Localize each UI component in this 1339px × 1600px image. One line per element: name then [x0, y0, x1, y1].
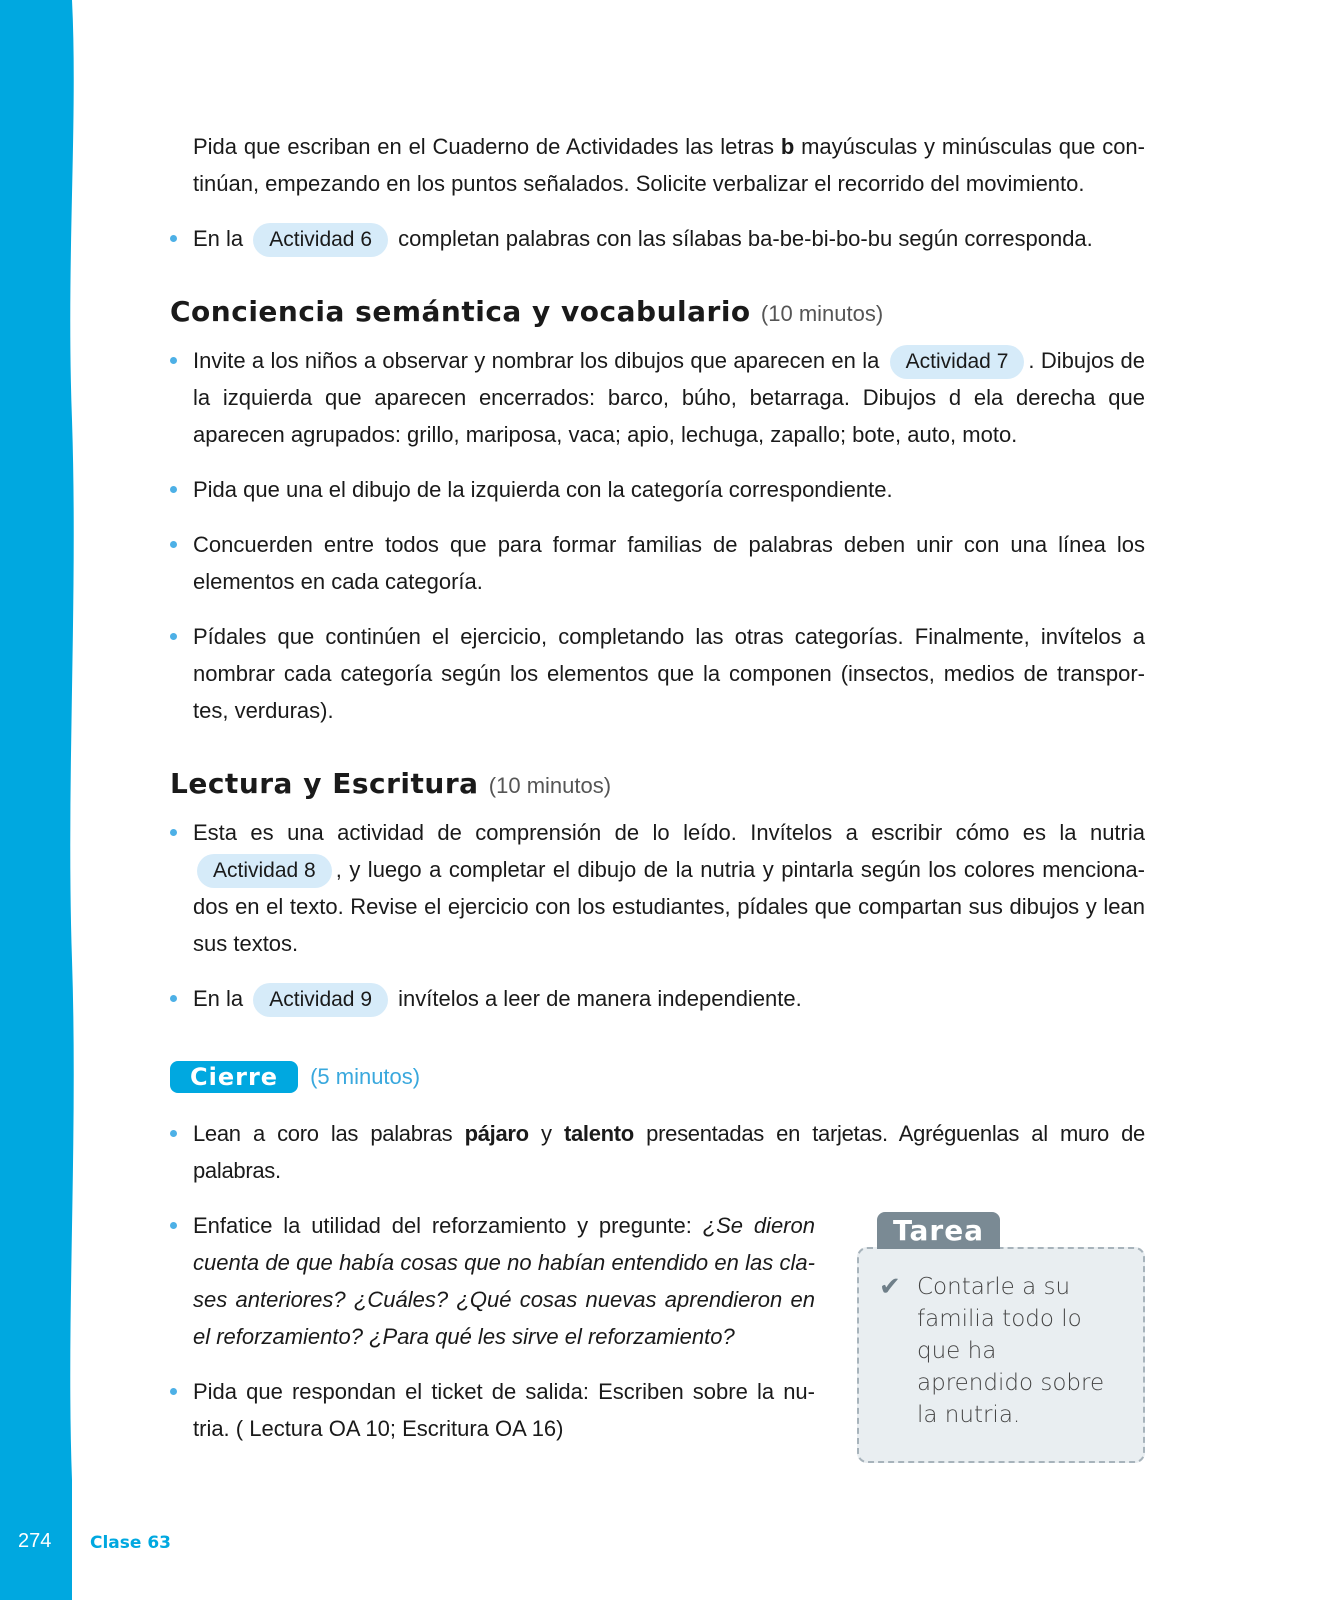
cierre-tag: Cierre [170, 1061, 298, 1093]
list-item: Lean a coro las palabras pájaro y talento presentadas en tarjetas. Agréguenlas al muro de palabras. [170, 1115, 1145, 1189]
section-heading-semantica: Conciencia semántica y vocabulario (10 minutos) [170, 295, 884, 328]
bullet-dot [170, 486, 177, 493]
bullet-dot [170, 633, 177, 640]
bullet-dot [170, 1130, 177, 1137]
list-item: Pida que una el dibujo de la izquierda con la categoría correspondiente. [170, 471, 1145, 508]
bullet-dot [170, 235, 177, 242]
page-number: 274 [18, 1530, 52, 1552]
tarea-text: Contarle a su familia todo lo que ha aprendido sobre la nutria. [917, 1274, 1105, 1428]
list-item: Pida que respondan el ticket de salida: Escriben sobre la nu-tria. ( Lectura OA 10; Escritura OA 16) [170, 1373, 815, 1447]
check-icon: ✔ [879, 1271, 901, 1301]
list-item: En la Actividad 6 completan palabras con las sílabas ba-be-bi-bo-bu según corresponda. [170, 220, 1145, 257]
list-item: Pídales que continúen el ejercicio, completando las otras categorías. Finalmente, invítelos a nombrar cada categoría según los elementos que la componen (insectos, medios de transpor-tes, verduras). [170, 618, 1145, 729]
activity-pill: Actividad 8 [197, 854, 332, 888]
page-content [170, 128, 1145, 1465]
activity-pill: Actividad 9 [253, 983, 388, 1017]
activity-pill: Actividad 7 [890, 345, 1025, 379]
list-item: En la Actividad 9 invítelos a leer de manera independiente. [170, 980, 1145, 1017]
class-label: Clase 63 [90, 1533, 171, 1553]
section-heading-lectura: Lectura y Escritura (10 minutos) [170, 767, 612, 800]
bullet-dot [170, 1388, 177, 1395]
side-band [0, 0, 80, 1600]
bullet-dot [170, 541, 177, 548]
bullet-dot [170, 1222, 177, 1229]
cierre-heading [170, 1061, 1145, 1093]
list-item: Esta es una actividad de comprensión de lo leído. Invítelos a escribir cómo es la nutria Actividad 8 , y luego a completar el dibujo de la nutria y pintarla según los colores menciona-dos en el texto. Revise el ejercicio con los estudiantes, pídales que compartan sus dibujos y lean sus textos. [170, 814, 1145, 962]
list-item: Concuerden entre todos que para formar familias de palabras deben unir con una línea los elementos en cada categoría. [170, 526, 1145, 600]
bullet-dot [170, 829, 177, 836]
cierre-left-column [170, 1207, 815, 1465]
tarea-title: Tarea [877, 1212, 1000, 1249]
activity-pill: Actividad 6 [253, 223, 388, 257]
list-item: Enfatice la utilidad del reforzamiento y pregunte: ¿Se dieron cuenta de que había cosas que no habían entendido en las cla-ses anteriores? ¿Cuáles? ¿Qué cosas nuevas aprendieron en el reforzamiento? ¿Para qué les sirve el reforzamiento? [170, 1207, 815, 1355]
tarea-box [857, 1212, 1145, 1465]
cierre-columns [170, 1207, 1145, 1465]
bullet-dot [170, 995, 177, 1002]
tarea-content [857, 1247, 1145, 1463]
list-item: Invite a los niños a observar y nombrar los dibujos que aparecen en la Actividad 7 . Dibujos de la izquierda que aparecen encerrados: barco, búho, betarraga. Dibujos d ela derecha que aparecen agrupados: grillo, mariposa, vaca; apio, lechuga, zapallo; bote, auto, moto. [170, 342, 1145, 453]
bullet-dot [170, 357, 177, 364]
intro-paragraph: Pida que escriban en el Cuaderno de Actividades las letras b mayúsculas y minúsculas que con-tinúan, empezando en los puntos señalados. Solicite verbalizar el recorrido del movimiento. [193, 134, 1145, 196]
cierre-minutes: (5 minutos) [310, 1064, 421, 1089]
